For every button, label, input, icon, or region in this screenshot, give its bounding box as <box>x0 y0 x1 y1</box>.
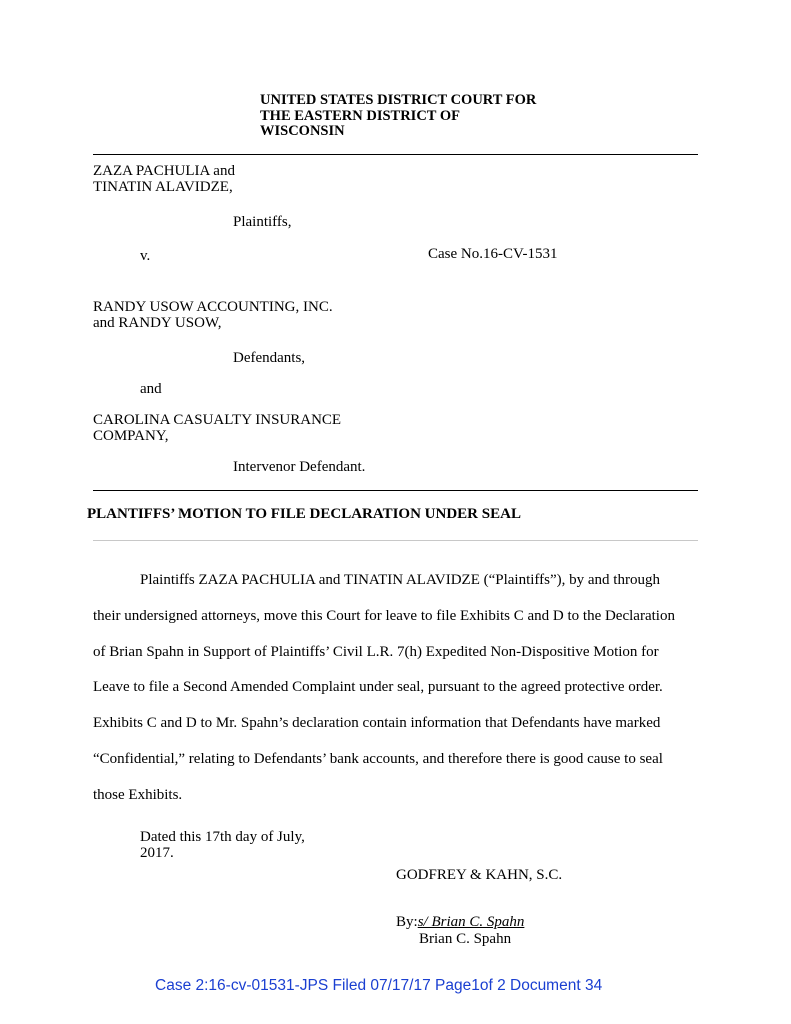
body-line-1: Plaintiffs ZAZA PACHULIA and TINATIN ALAVIDZE (“Plaintiffs”), by and through <box>140 572 660 588</box>
filing-footer: Case 2:16-cv-01531-JPS Filed 07/17/17 Page1of 2 Document 34 <box>155 977 603 994</box>
plaintiffs-label: Plaintiffs, <box>233 214 292 230</box>
court-title-line-2: THE EASTERN DISTRICT OF <box>260 107 460 124</box>
plaintiff-line-2: TINATIN ALAVIDZE, <box>93 179 233 195</box>
court-title-line-1: UNITED STATES DISTRICT COURT FOR <box>260 92 537 108</box>
plaintiff-line-1: ZAZA PACHULIA and <box>93 163 235 179</box>
dated-line-2: 2017. <box>140 845 174 861</box>
signer-name: Brian C. Spahn <box>419 931 512 947</box>
court-title <box>260 93 536 140</box>
dated-block <box>140 829 305 861</box>
body-line-2: their undersigned attorneys, move this Court for leave to file Exhibits C and D to the Declaration <box>93 607 675 624</box>
defendant-line-1: RANDY USOW ACCOUNTING, INC. <box>93 299 333 315</box>
body-line-3: of Brian Spahn in Support of Plaintiffs’ Civil L.R. 7(h) Expedited Non-Dispositive Motion for <box>93 643 659 660</box>
intervenor-label: Intervenor Defendant. <box>233 459 366 475</box>
heading-divider <box>93 540 698 541</box>
body-line-5: Exhibits C and D to Mr. Spahn’s declaration contain information that Defendants have marked <box>93 715 661 732</box>
intervenor-line-2: COMPANY, <box>93 428 169 444</box>
body-line-6: “Confidential,” relating to Defendants’ bank accounts, and therefore there is good cause to seal <box>93 750 663 767</box>
electronic-signature: s/ Brian C. Spahn <box>417 914 525 930</box>
law-firm-name: GODFREY & KAHN, S.C. <box>396 867 563 883</box>
and-label: and <box>140 381 162 397</box>
defendant-line-2: and RANDY USOW, <box>93 315 222 331</box>
intervenor-line-1: CAROLINA CASUALTY INSURANCE <box>93 412 342 428</box>
versus-label: v. <box>140 248 151 264</box>
motion-title: PLANTIFFS’ MOTION TO FILE DECLARATION UNDER SEAL <box>87 506 521 522</box>
defendants-label: Defendants, <box>233 350 306 366</box>
motion-body <box>93 563 697 814</box>
dated-line-1: Dated this 17th day of July, <box>140 829 305 845</box>
body-line-4: Leave to file a Second Amended Complaint under seal, pursuant to the agreed protective order. <box>93 679 663 696</box>
case-number: Case No.16-CV-1531 <box>428 246 558 262</box>
caption-bottom-rule <box>93 490 698 491</box>
signature-line <box>396 914 524 931</box>
body-line-7: those Exhibits. <box>93 786 183 803</box>
signature-by-label: By: <box>396 914 418 930</box>
plaintiffs-names <box>93 163 235 195</box>
caption-top-rule <box>93 154 698 155</box>
intervenor-names <box>93 412 341 444</box>
defendants-names <box>93 299 333 331</box>
court-title-line-3: WISCONSIN <box>260 123 345 139</box>
